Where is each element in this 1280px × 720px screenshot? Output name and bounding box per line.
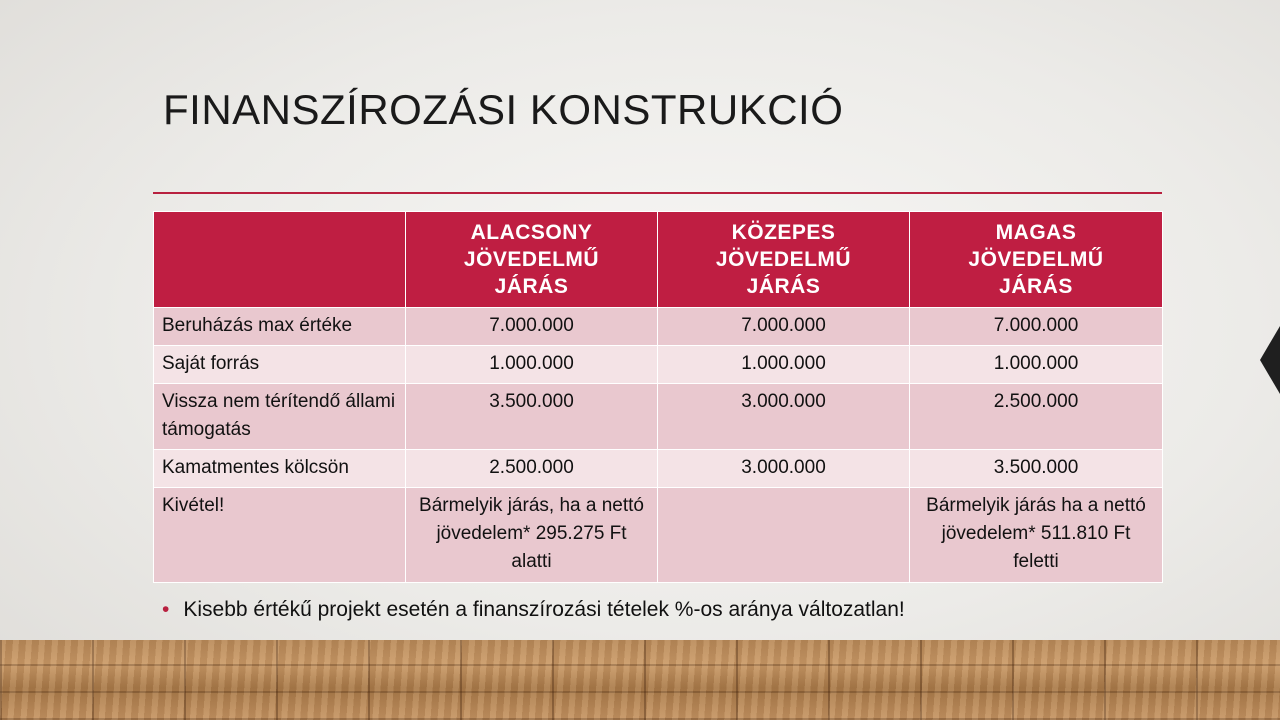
row-label: Vissza nem térítendő állami támogatás [154, 384, 406, 450]
cell-value: 3.500.000 [910, 450, 1163, 488]
header-empty-cell [154, 212, 406, 308]
cell-value [658, 488, 910, 583]
table-row [154, 450, 1163, 488]
cell-value: 3.500.000 [406, 384, 658, 450]
cell-value: Bármelyik járás, ha a nettó jövedelem* 295.275 Ft alatti [406, 488, 658, 583]
row-label: Kivétel! [154, 488, 406, 583]
financing-table [153, 211, 1163, 583]
header-low-income: ALACSONY JÖVEDELMŰ JÁRÁS [406, 212, 658, 308]
table-row [154, 346, 1163, 384]
cell-value: 2.500.000 [406, 450, 658, 488]
next-slide-arrow-icon[interactable] [1260, 326, 1280, 394]
title-divider [153, 192, 1162, 194]
cell-value: 7.000.000 [910, 308, 1163, 346]
cell-value: 1.000.000 [910, 346, 1163, 384]
header-high-income: MAGAS JÖVEDELMŰ JÁRÁS [910, 212, 1163, 308]
cell-value: 7.000.000 [658, 308, 910, 346]
cell-value: 2.500.000 [910, 384, 1163, 450]
table-row [154, 308, 1163, 346]
wooden-floor-decoration [0, 640, 1280, 720]
row-label: Beruházás max értéke [154, 308, 406, 346]
cell-value: 1.000.000 [658, 346, 910, 384]
row-label: Saját forrás [154, 346, 406, 384]
cell-value: 7.000.000 [406, 308, 658, 346]
cell-value: 3.000.000 [658, 450, 910, 488]
slide-title: FINANSZÍROZÁSI KONSTRUKCIÓ [163, 86, 844, 133]
cell-value: 1.000.000 [406, 346, 658, 384]
bullet-marker: • [162, 598, 170, 621]
table-row [154, 488, 1163, 583]
table-row [154, 384, 1163, 450]
table-header-row [154, 212, 1163, 308]
header-mid-income: KÖZEPES JÖVEDELMŰ JÁRÁS [658, 212, 910, 308]
bullet-text: Kisebb értékű projekt esetén a finanszírozási tételek %-os aránya változatlan! [183, 598, 905, 621]
cell-value: 3.000.000 [658, 384, 910, 450]
bullet-note [162, 598, 905, 622]
cell-value: Bármelyik járás ha a nettó jövedelem* 511.810 Ft feletti [910, 488, 1163, 583]
row-label: Kamatmentes kölcsön [154, 450, 406, 488]
